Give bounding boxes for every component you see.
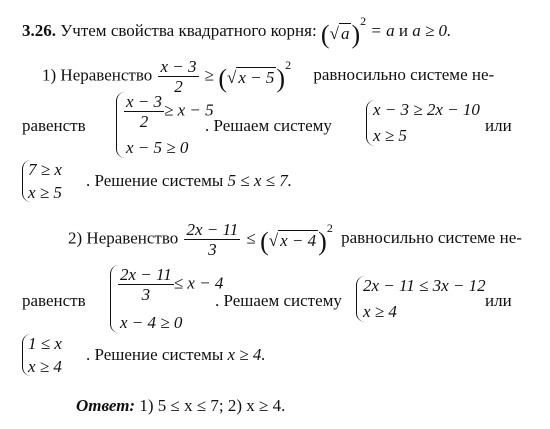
part1-solution-line: [86, 171, 292, 191]
property-and: и: [398, 20, 408, 40]
part2-fraction: $\frac{2x - 11}{3}$: [186, 220, 239, 259]
part1-sqrt: (√ x − 5)$^2$: [218, 58, 292, 94]
part1-solution-label: . Решение системы: [86, 171, 224, 190]
part2-solution: x ≥ 4.: [227, 345, 266, 364]
part2-system2-top: 2x − 11 ≤ 3x − 12: [363, 276, 486, 295]
part2-sign: ≤: [246, 228, 256, 248]
part2-equiv: равносильно системе не-: [341, 228, 522, 248]
header-intro: Учтем свойства квадратного корня:: [60, 20, 317, 40]
part2-system1-top: $\frac{2x - 11}{3}$ ≤ x − 4: [120, 265, 224, 304]
answer-text: 1) 5 ≤ x ≤ 7; 2) x ≥ 4.: [139, 396, 286, 415]
header-line: [22, 14, 451, 50]
part2-statement: [68, 220, 522, 259]
part1-system1-bottom: x − 5 ≥ 0: [126, 138, 189, 157]
part2-system1-bottom: x − 4 ≥ 0: [120, 313, 183, 332]
part1-fraction: $\frac{x - 3}{2}$: [160, 57, 197, 96]
part2-solve: . Решаем систему: [215, 291, 342, 310]
part1-system2-top: x − 3 ≥ 2x − 10: [373, 100, 480, 119]
part1-or: или: [485, 116, 512, 135]
sqrt-property: (√ a)$^2$: [320, 14, 367, 50]
property-equals: = a: [370, 20, 395, 40]
part1-system3-top: 7 ≥ x: [28, 160, 62, 179]
part2-equiv-cont: равенств: [22, 291, 86, 310]
part1-solution: 5 ≤ x ≤ 7.: [227, 171, 292, 190]
part2-or: или: [485, 291, 512, 310]
part1-statement: [42, 57, 494, 96]
part1-system3-bottom: x ≥ 5: [28, 183, 62, 202]
part2-solution-label: . Решение системы: [86, 345, 224, 364]
part2-solution-line: [86, 345, 266, 365]
answer-line: [76, 396, 285, 416]
part1-solve: . Решаем систему: [205, 116, 332, 135]
part2-system3-top: 1 ≤ x: [28, 334, 62, 353]
part2-system2-bottom: x ≥ 4: [363, 302, 397, 321]
part2-sqrt: (√ x − 4)$^2$: [260, 221, 333, 257]
part1-label: 1) Неравенство: [42, 65, 153, 85]
problem-number: 3.26.: [22, 20, 56, 40]
answer-label: Ответ:: [76, 396, 136, 415]
part1-equiv-cont: равенств: [22, 116, 86, 135]
part1-system2-bottom: x ≥ 5: [373, 126, 407, 145]
part2-system3-bottom: x ≥ 4: [28, 357, 62, 376]
property-condition: a ≥ 0.: [412, 20, 452, 40]
part2-label: 2) Неравенство: [68, 228, 179, 248]
part1-system1-top: $\frac{x - 3}{2}$ ≥ x − 5: [126, 92, 214, 131]
part1-equiv: равносильно системе не-: [313, 65, 495, 85]
part1-sign: ≥: [204, 65, 215, 85]
